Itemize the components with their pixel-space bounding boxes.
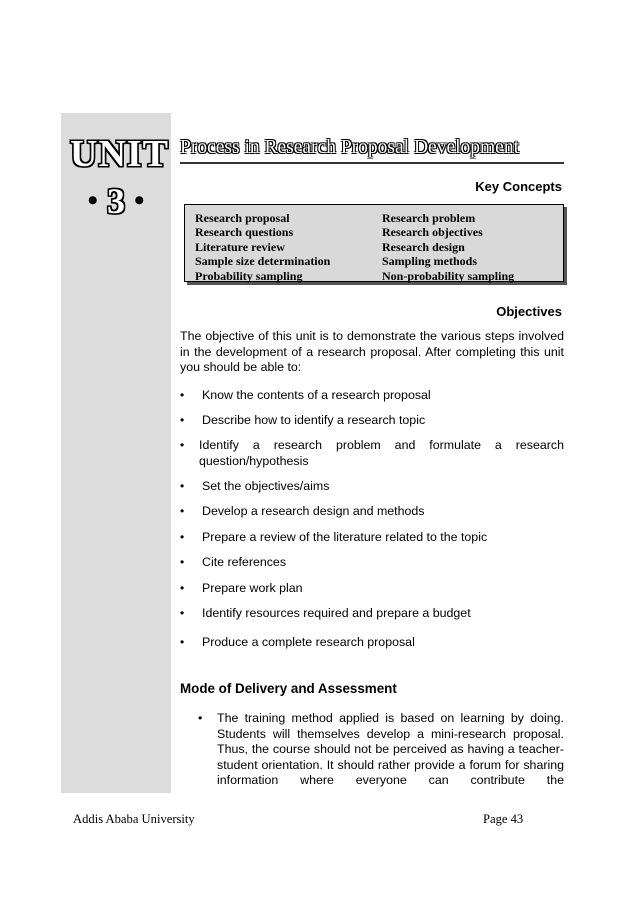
bullet-icon: • [180, 413, 185, 427]
bullet-icon: • [180, 388, 185, 402]
key-concepts-heading: Key Concepts [475, 179, 562, 194]
objective-item: • Set the objectives/aims [180, 479, 330, 493]
key-concepts-right-column [382, 211, 514, 283]
unit-label: UNIT [70, 133, 170, 175]
concept-item: Research problem [382, 211, 476, 225]
bullet-icon: • [180, 479, 185, 493]
bullet-icon: • [180, 504, 185, 518]
footer-institution: Addis Ababa University [73, 812, 195, 826]
concept-item: Probability sampling [195, 268, 303, 283]
objectives-intro: The objective of this unit is to demonstrate the various steps involved in the development of a research proposal. After completing this unit you should be able to: [180, 329, 564, 374]
objective-item: • Identify a research problem and formulate a research question/hypothesis [180, 438, 564, 468]
unit-number-value: 3 [107, 181, 125, 221]
bullet-icon: • [180, 635, 185, 649]
bullet-icon: • [198, 711, 203, 725]
objective-item: • Prepare work plan [180, 581, 303, 595]
concept-item: Research proposal [195, 211, 290, 225]
objective-item: • Cite references [180, 555, 287, 569]
key-concepts-left-column [195, 211, 330, 283]
footer-page-number: Page 43 [483, 812, 524, 826]
concept-item: Literature review [195, 239, 285, 254]
unit-dot-right: • [134, 184, 145, 217]
concept-item: Sampling methods [382, 254, 478, 269]
bullet-icon: • [180, 606, 185, 620]
objective-item: • Develop a research design and methods [180, 504, 425, 518]
objective-item: • Prepare a review of the literature related to the topic [180, 530, 488, 544]
objective-item: • Produce a complete research proposal [180, 635, 415, 649]
unit-number [66, 180, 166, 222]
objectives-heading: Objectives [496, 304, 562, 319]
concept-item: Sample size determination [195, 254, 331, 269]
objective-item: • Know the contents of a research proposal [180, 388, 431, 402]
bullet-icon: • [180, 581, 185, 595]
unit-dot-left: • [87, 184, 98, 217]
concept-item: Research questions [195, 225, 294, 240]
objective-item: • Describe how to identify a research topic [180, 413, 426, 427]
mode-item: • The training method applied is based on learning by doing. Students will themselves develop a mini-research proposal. Thus, the course should not be perceived as having a teacher-student orientation. It should rather provide a forum for sharing information where everyone can contribute the [198, 711, 564, 787]
concept-item: Research objectives [382, 225, 483, 240]
mode-heading: Mode of Delivery and Assessment [180, 681, 397, 696]
key-concepts-box [184, 204, 564, 282]
bullet-icon: • [180, 555, 185, 569]
bullet-icon: • [180, 530, 185, 544]
concept-item: Research design [382, 239, 465, 254]
concept-item: Non-probability sampling [382, 268, 515, 283]
bullet-icon: • [180, 438, 185, 452]
objective-item: • Identify resources required and prepare a budget [180, 606, 471, 620]
page-title: Process in Research Proposal Development [180, 137, 564, 164]
